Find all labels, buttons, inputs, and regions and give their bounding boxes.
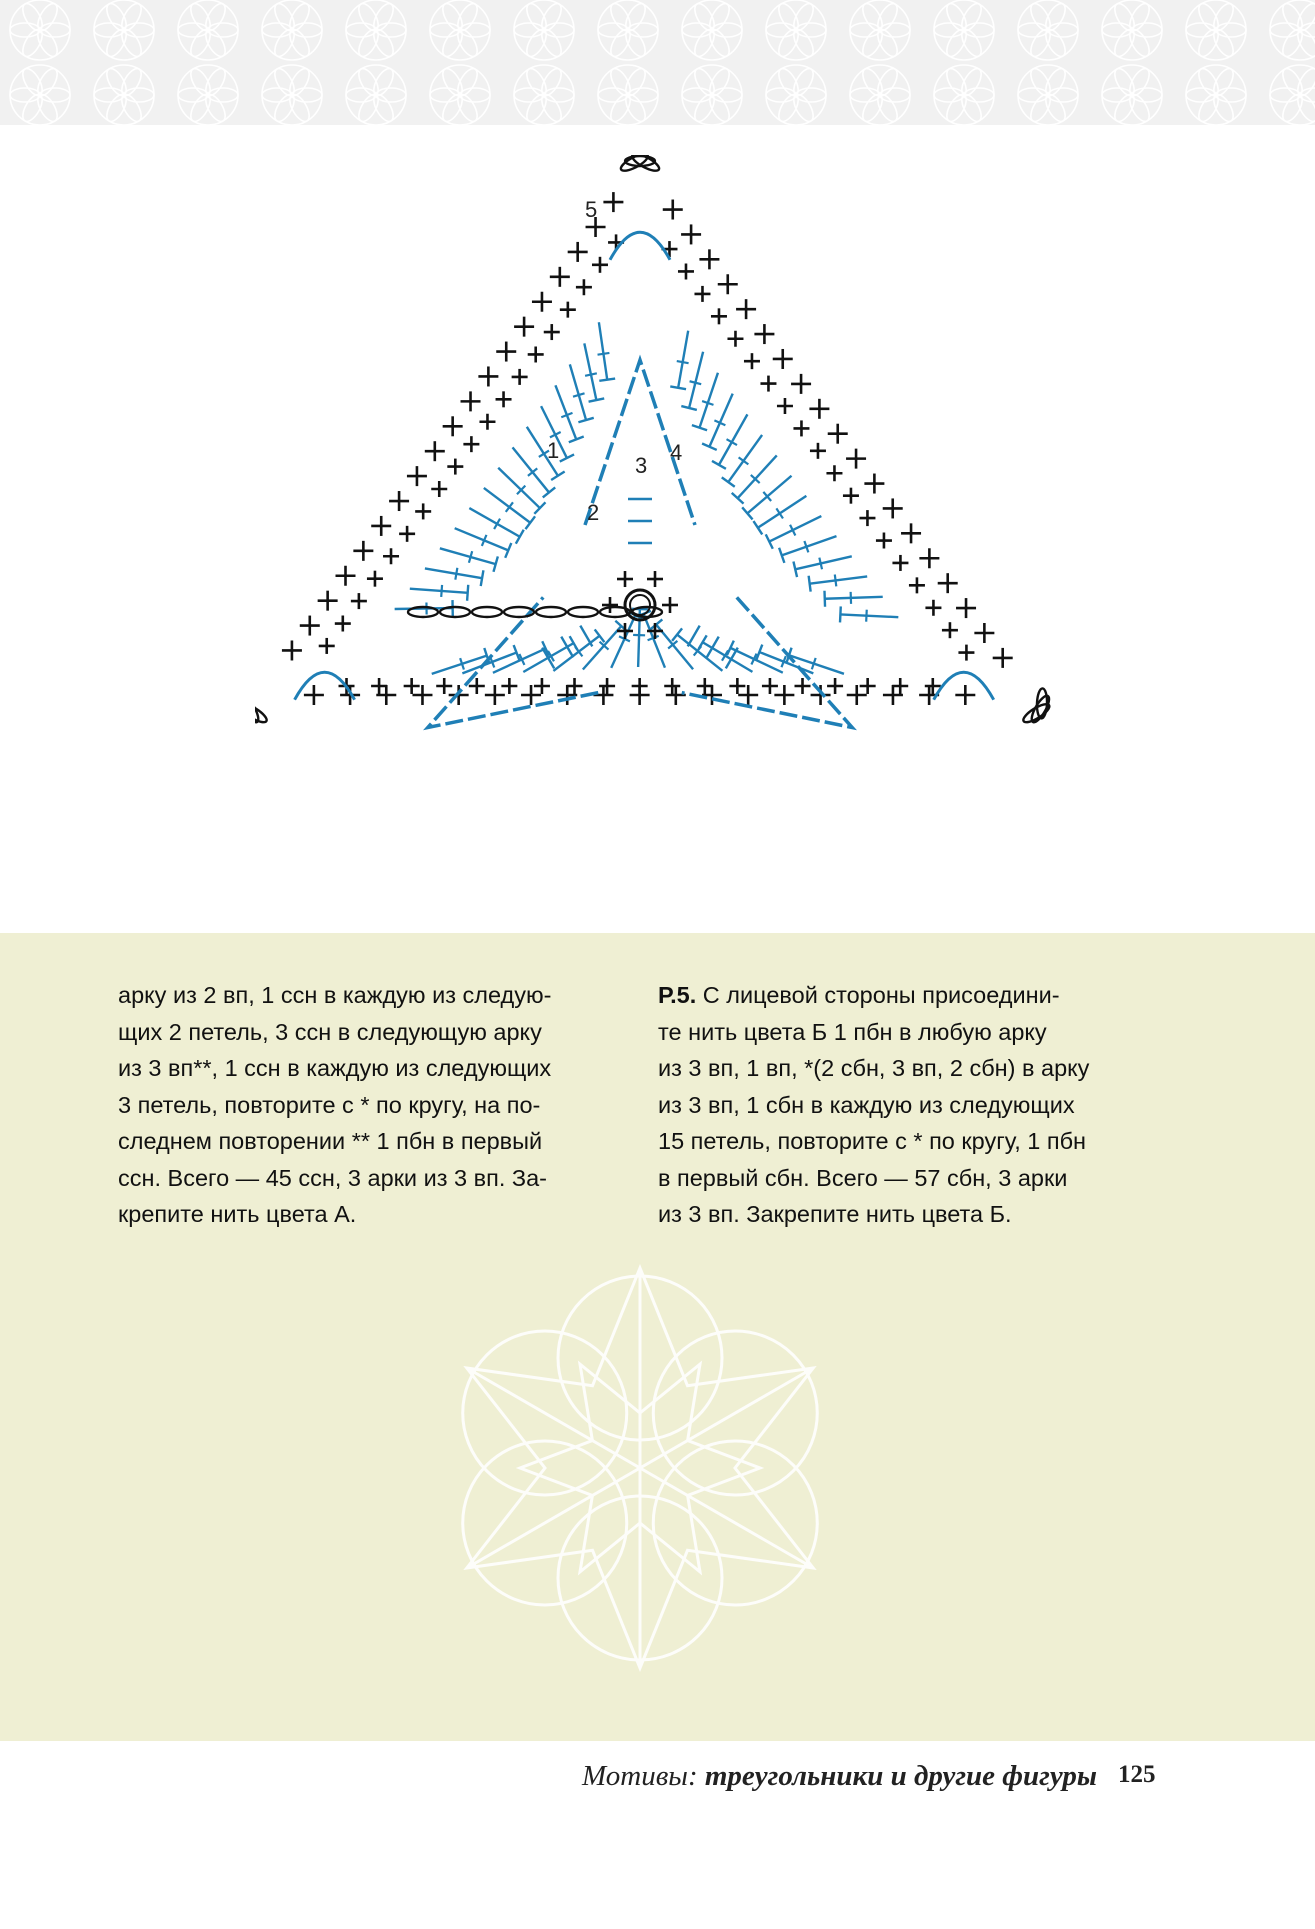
dc-stitch-mark — [425, 568, 482, 578]
dc-stitch-mark — [516, 530, 524, 544]
lace-motif — [1186, 0, 1246, 60]
text-line: крепите нить цвета А. — [118, 1201, 357, 1227]
dc-stitch-mark — [672, 628, 682, 641]
dc-stitch-mark — [598, 353, 610, 355]
dc-stitch-mark — [670, 386, 686, 389]
lace-motif — [178, 0, 238, 60]
instructions-panel — [0, 933, 1315, 1741]
dc-stitch-mark — [819, 558, 822, 570]
chain-arc-mark — [610, 232, 670, 259]
lace-motif — [682, 0, 742, 60]
dc-stitch-mark — [599, 322, 607, 379]
dc-stitch-mark — [835, 575, 836, 587]
dc-stitch-mark — [469, 508, 519, 537]
dc-stitch-mark — [589, 398, 605, 401]
lace-motif — [346, 0, 406, 60]
text-line: из 3 вп, 1 сбн в каждую из следующих — [658, 1091, 1075, 1118]
corner-arc — [619, 155, 661, 174]
dc-stitch-mark — [677, 361, 689, 363]
text-line: те нить цвета Б 1 пбн в любую арку — [658, 1018, 1047, 1045]
rosette-watermark-icon — [430, 1258, 850, 1678]
inner-motif — [408, 360, 852, 728]
lace-motif — [10, 65, 70, 125]
text-line — [658, 977, 1158, 1014]
dc-stitch-mark — [455, 528, 509, 550]
dc-stitch-mark — [678, 331, 688, 388]
dc-stitch-mark — [739, 457, 749, 464]
lace-motif — [430, 65, 490, 125]
chain-loop-mark — [682, 597, 852, 727]
dc-stitch-mark — [580, 626, 592, 647]
dc-stitch-mark — [795, 556, 852, 569]
dc-stitch-mark — [455, 568, 457, 580]
dc-stitch-mark — [769, 516, 821, 542]
dc-stitch-mark — [866, 610, 867, 622]
page-footer — [0, 1760, 1315, 1800]
lace-motif — [934, 0, 994, 60]
lace-motif — [262, 0, 322, 60]
corner-arc — [255, 688, 269, 725]
text-line: из 3 вп**, 1 ссн в каждую из следующих — [118, 1055, 552, 1081]
chain-stitch-mark — [568, 607, 598, 617]
dc-stitch-mark — [644, 614, 665, 668]
text-line: арку из 2 вп, 1 ссн в каждую из следую- — [118, 982, 552, 1008]
dc-stitch-mark — [719, 414, 747, 465]
dc-stitch-mark — [840, 606, 841, 622]
row-number-label: 1 — [547, 438, 560, 463]
dc-stitch-mark — [570, 364, 586, 420]
text-line: в первый сбн. Всего — 57 сбн, 3 арки — [658, 1164, 1068, 1191]
stitch-rows — [255, 155, 1052, 725]
text-line: из 3 вп. Закрепите нить цвета Б. — [658, 1201, 1012, 1227]
lace-motif — [262, 65, 322, 125]
section-title-bold: треугольники и другие фигуры — [697, 1760, 1097, 1792]
dc-stitch-mark — [690, 381, 702, 384]
text-line: щих 2 петель, 3 ссн в следующую арку — [118, 1018, 542, 1045]
dc-stitch-mark — [440, 548, 496, 564]
page-number: 125 — [1118, 1761, 1156, 1788]
chain-stitch-mark — [536, 607, 566, 617]
lace-motif — [1270, 0, 1315, 60]
dc-stitch-mark — [553, 636, 599, 671]
inner-corner-arc — [610, 232, 670, 259]
lace-motif — [94, 65, 154, 125]
rosette-spoke — [640, 1368, 813, 1468]
text-line: следнем повторении ** 1 пбн в первый — [118, 1128, 543, 1154]
dc-stitch-mark — [432, 656, 487, 674]
dc-stitch-mark — [699, 373, 717, 428]
lace-motif — [850, 65, 910, 125]
dc-stitch-mark — [493, 649, 546, 673]
lace-motif — [1270, 65, 1315, 125]
lace-motif — [514, 0, 574, 60]
dc-stitch-mark — [467, 585, 468, 601]
dc-stitch-mark — [555, 385, 576, 439]
chain-stitch-mark — [472, 607, 502, 617]
text-column-right — [658, 977, 1158, 1233]
lace-motif — [1102, 65, 1162, 125]
dc-stitch-mark — [824, 591, 825, 607]
text-line: из 3 вп, 1 вп, *(2 сбн, 3 вп, 2 сбн) в арку — [658, 1055, 1090, 1081]
text-line: ссн. Всего — 45 ссн, 3 арки из 3 вп. За- — [118, 1164, 547, 1191]
dc-stitch-mark — [584, 343, 596, 400]
dc-stitch-mark — [776, 508, 783, 518]
lace-motif — [514, 65, 574, 125]
header-ornament-band — [0, 0, 1315, 125]
dc-stitch-mark — [595, 629, 605, 642]
dc-stitch-mark — [441, 585, 442, 597]
dc-stitch-mark — [599, 379, 615, 381]
corner-arc — [1021, 688, 1052, 725]
rosette-spoke — [467, 1368, 640, 1468]
rosette-spoke — [640, 1468, 813, 1568]
rosette-spoke — [467, 1468, 640, 1568]
lace-motif — [1018, 65, 1078, 125]
text-line: 15 петель, повторите с * по кругу, 1 пбн — [658, 1128, 1087, 1154]
row-number-label: 5 — [585, 197, 598, 222]
text-column-left — [118, 977, 618, 1233]
dc-stitch-mark — [840, 614, 898, 617]
dc-stitch-mark — [689, 352, 703, 408]
lace-motif — [94, 0, 154, 60]
lace-motif — [10, 0, 70, 60]
lace-ornament-icon — [0, 0, 1315, 125]
dc-stitch-mark — [611, 615, 635, 668]
dc-stitch-mark — [481, 570, 484, 586]
lace-motif — [766, 0, 826, 60]
text-line: 3 петель, повторите с * по кругу, на по- — [118, 1091, 541, 1118]
dc-stitch-mark — [810, 576, 868, 583]
dc-stitch-mark — [688, 626, 700, 647]
dc-stitch-mark — [525, 516, 535, 529]
dc-stitch-mark — [809, 576, 811, 592]
dc-stitch-mark — [551, 471, 565, 480]
lace-motif — [1102, 0, 1162, 60]
chain-stitch-mark — [440, 607, 470, 617]
dc-stitch-mark — [410, 589, 468, 593]
text-line-start: С лицевой стороны присоедини- — [696, 982, 1060, 1008]
dc-stitch-mark — [699, 635, 707, 649]
dc-stitch-mark — [782, 536, 837, 555]
dc-stitch-mark — [583, 626, 621, 669]
row-number-label: 4 — [670, 440, 683, 465]
dc-stitch-mark — [753, 521, 762, 534]
row-number-label: 2 — [587, 500, 600, 525]
dc-stitch-mark — [789, 655, 844, 674]
lace-motif — [430, 0, 490, 60]
dc-stitch-mark — [709, 394, 732, 447]
crochet-triangle-chart — [255, 155, 1055, 875]
lace-motif — [346, 65, 406, 125]
running-head — [582, 1760, 1097, 1793]
lace-motif — [934, 65, 994, 125]
dc-stitch-mark — [758, 496, 807, 528]
row-label: Р.5. — [658, 982, 697, 1008]
lace-motif — [1186, 65, 1246, 125]
dc-stitch-mark — [712, 461, 726, 469]
row-number-label: 3 — [635, 453, 648, 478]
section-title-plain: Мотивы: — [582, 1760, 698, 1792]
lace-motif — [766, 65, 826, 125]
dc-stitch-mark — [825, 597, 883, 599]
lace-motif — [598, 65, 658, 125]
dc-stitch-mark — [722, 477, 735, 486]
lace-motif — [850, 0, 910, 60]
dc-stitch-mark — [730, 648, 782, 673]
lace-motif — [1018, 0, 1078, 60]
dc-stitch-mark — [585, 373, 597, 375]
lace-motif — [598, 0, 658, 60]
crochet-diagram — [255, 155, 1055, 875]
lace-motif — [682, 65, 742, 125]
lace-motif — [178, 65, 238, 125]
